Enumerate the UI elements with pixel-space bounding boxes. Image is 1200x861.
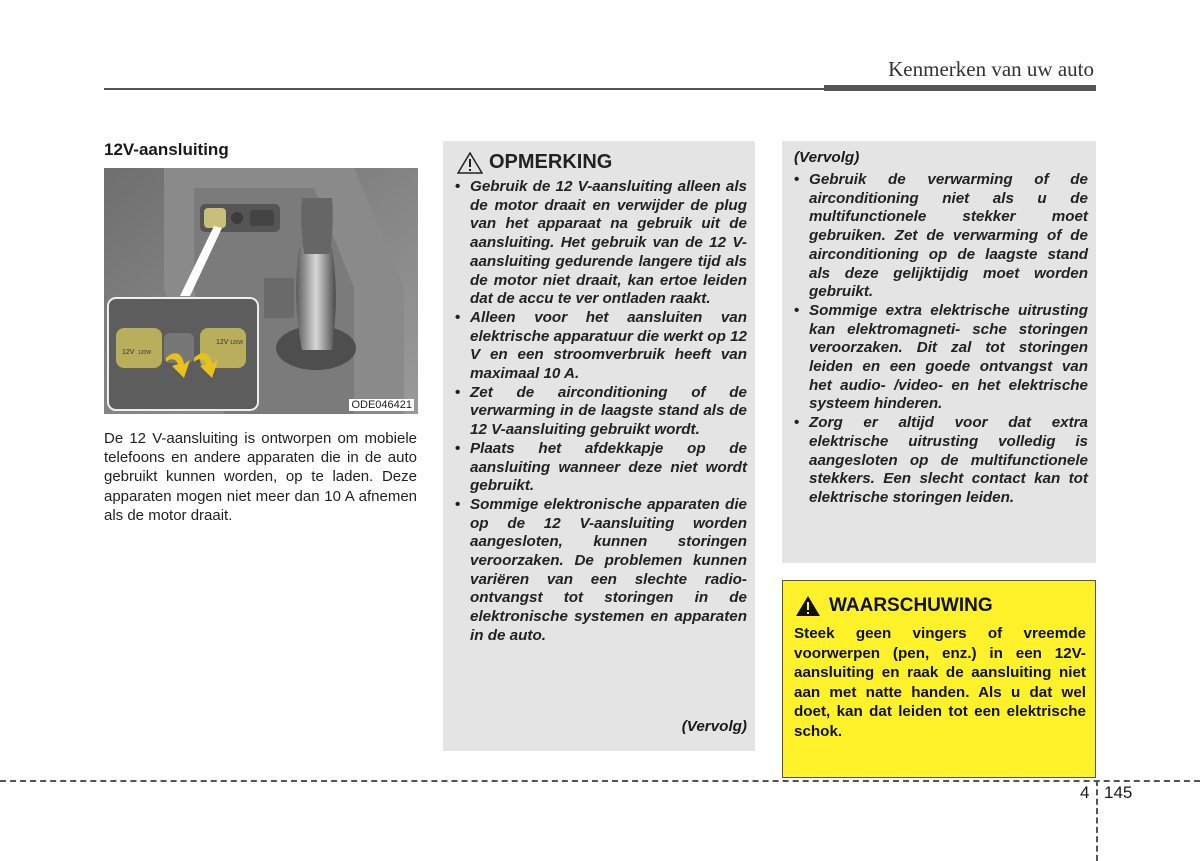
figure-code: ODE046421 [351, 399, 412, 411]
note-list [453, 178, 747, 646]
console-illustration [104, 168, 418, 414]
continued-label: (Vervolg) [681, 718, 747, 735]
inset-label-12v-left: 12V [122, 349, 135, 356]
caution-triangle-icon [457, 152, 483, 174]
continued-heading: (Vervolg) [794, 149, 860, 166]
footer-rule [0, 780, 1200, 782]
warning-title: WAARSCHUWING [829, 595, 993, 616]
list-item: • Alleen voor het aansluiten van elektrische apparatuur die werkt op 12 V en een stroomverbruik heeft van maximaal 10 A. [453, 309, 747, 384]
continued-note-box [782, 141, 1096, 563]
note-title: OPMERKING [489, 151, 613, 173]
list-item [792, 302, 1088, 414]
footer-divider [1096, 780, 1098, 861]
warning-text: Steek geen vingers of vreemde voorwerpen (pen, enz.) in een 12V-aansluiting en raak de aansluiting niet aan met natte handen. Als u dat wel doet, kan dat leiden tot een elektrische schok. [794, 625, 1086, 740]
body-paragraph: De 12 V-aansluiting is ontworpen om mobiele telefoons en andere apparaten die in de auto gebruikt kunnen worden, op te laden. Deze apparaten mogen niet meer dan 10 A afnemen als de motor draait. [104, 430, 417, 524]
list-item-text-cont: sche storingen veroorzaken. Dit zal tot storingen leiden en een goede ontvangst van het audio- /video- en het elektrische systeem hinderen. [809, 320, 1088, 413]
note-box [443, 141, 755, 751]
list-item: • Zet de airconditioning of de verwarming in de laagste stand als de 12 V-aansluiting gebruikt wordt. [453, 384, 747, 440]
running-header: Kenmerken van uw auto [888, 57, 1094, 81]
warning-box [782, 580, 1096, 778]
list-item: • Gebruik de verwarming of de airconditioning niet als u de multifunctionele stekker moet gebruiken. Zet de verwarming of de airconditioning op de laagste stand als deze gelijktijdig moet worden gebruikt. [792, 171, 1088, 302]
list-item: • Zorg er altijd voor dat extra elektrische uitrusting volledig is aangesloten op de multifunctionele stekkers. Een slecht contact kan tot elektrische storingen leiden. [792, 414, 1088, 508]
inset-label-12v-right: 12V [216, 339, 229, 346]
header-rule-accent [824, 85, 1096, 91]
section-title: 12V-aansluiting [104, 140, 229, 159]
outlet-top-icon [204, 208, 226, 228]
warning-triangle-icon [795, 595, 821, 617]
list-item-text: Sommige extra elektrische uitrusting kan elektromagneti- [809, 301, 1088, 338]
figure-power-outlet [104, 168, 418, 414]
note-header [457, 151, 612, 174]
outlet-left-icon [116, 328, 162, 368]
warning-header [795, 595, 993, 617]
list-item: • Gebruik de 12 V-aansluiting alleen als de motor draait en verwijder de plug van het apparaat na gebruik uit de aansluiting. Het gebruik van de 12 V-aansluiting gedurende langere tijd als de motor niet draait, kan ertoe leiden dat de accu te ver ontladen raakt. [453, 178, 747, 309]
chapter-number: 4 [1080, 783, 1090, 802]
inset-label-120w-right: 120W [230, 340, 244, 346]
list-item: • Sommige elektronische apparaten die op de 12 V-aansluiting worden aangesloten, kunnen storingen veroorzaken. De problemen kunnen variëren van een slechte radio-ontvangst tot storingen in de elektronische systemen en apparaten in de auto. [453, 496, 747, 646]
continued-list [792, 171, 1088, 508]
inset-label-120w-left: 120W [138, 350, 152, 356]
list-item: • Plaats het afdekkapje op de aansluiting wanneer deze niet wordt gebruikt. [453, 440, 747, 496]
page-number: 145 [1104, 783, 1133, 802]
